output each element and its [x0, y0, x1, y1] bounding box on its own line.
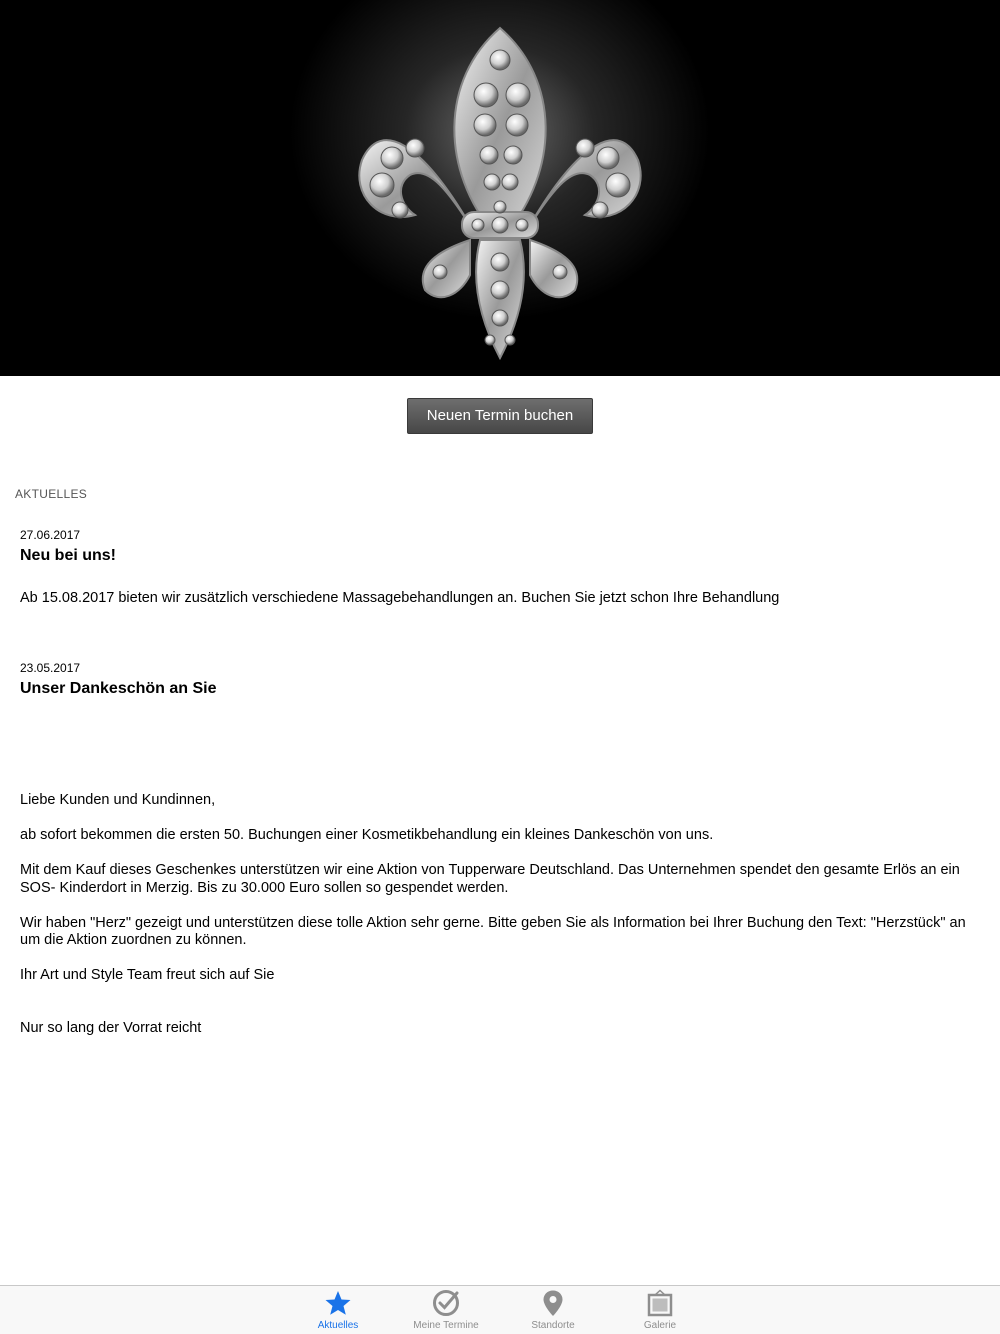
tab-standorte[interactable] — [508, 1286, 598, 1334]
location-pin-icon — [539, 1289, 567, 1317]
check-circle-icon — [432, 1289, 460, 1317]
news-body — [20, 792, 980, 1037]
news-paragraph: Wir haben "Herz" gezeigt und unterstützen diese tolle Aktion sehr gerne. Bitte geben Sie als Information bei Ihrer Buchung den Text: "Herzstück" an um die Aktion zuordnen zu können. — [20, 914, 966, 948]
tab-label: Aktuelles — [317, 1320, 359, 1331]
tab-bar — [0, 1285, 1000, 1334]
news-title: Neu bei uns! — [20, 547, 117, 564]
news-date: 27.06.2017 — [20, 528, 81, 542]
tab-label: Meine Termine — [413, 1320, 479, 1331]
picture-frame-icon — [646, 1289, 674, 1317]
tab-label: Standorte — [531, 1320, 575, 1331]
hero-banner — [0, 0, 1000, 376]
tab-aktuelles[interactable] — [293, 1286, 383, 1334]
news-item — [20, 661, 980, 1037]
news-date: 23.05.2017 — [20, 661, 81, 675]
news-paragraph: Liebe Kunden und Kundinnen, — [20, 792, 216, 808]
book-appointment-button[interactable]: Neuen Termin buchen — [407, 398, 593, 434]
news-paragraph: Ihr Art und Style Team freut sich auf Sie — [20, 967, 275, 983]
news-paragraph: Ab 15.08.2017 bieten wir zusätzlich verschiedene Massagebehandlungen an. Buchen Sie jetzt schon Ihre Behandlung — [20, 590, 780, 606]
star-icon — [324, 1289, 352, 1317]
news-title: Unser Dankeschön an Sie — [20, 680, 217, 697]
fleur-de-lis-image — [0, 0, 1000, 376]
news-paragraph: Nur so lang der Vorrat reicht — [20, 1019, 202, 1036]
news-paragraph: Mit dem Kauf dieses Geschenkes unterstützen wir eine Aktion von Tupperware Deutschland. Das Unternehmen spendet den gesamte Erlös an ein SOS- Kinderdort in Merzig. Bis zu 30.000 Euro sollen so gespendet werden. — [20, 862, 960, 896]
section-title: AKTUELLES — [15, 487, 88, 501]
news-item — [20, 528, 980, 608]
tab-meine-termine[interactable] — [401, 1286, 491, 1334]
news-paragraph: ab sofort bekommen die ersten 50. Buchungen einer Kosmetikbehandlung ein kleines Dankeschön von uns. — [20, 827, 714, 843]
tab-label: Galerie — [643, 1320, 677, 1331]
news-body — [20, 590, 980, 608]
tab-galerie[interactable] — [615, 1286, 705, 1334]
